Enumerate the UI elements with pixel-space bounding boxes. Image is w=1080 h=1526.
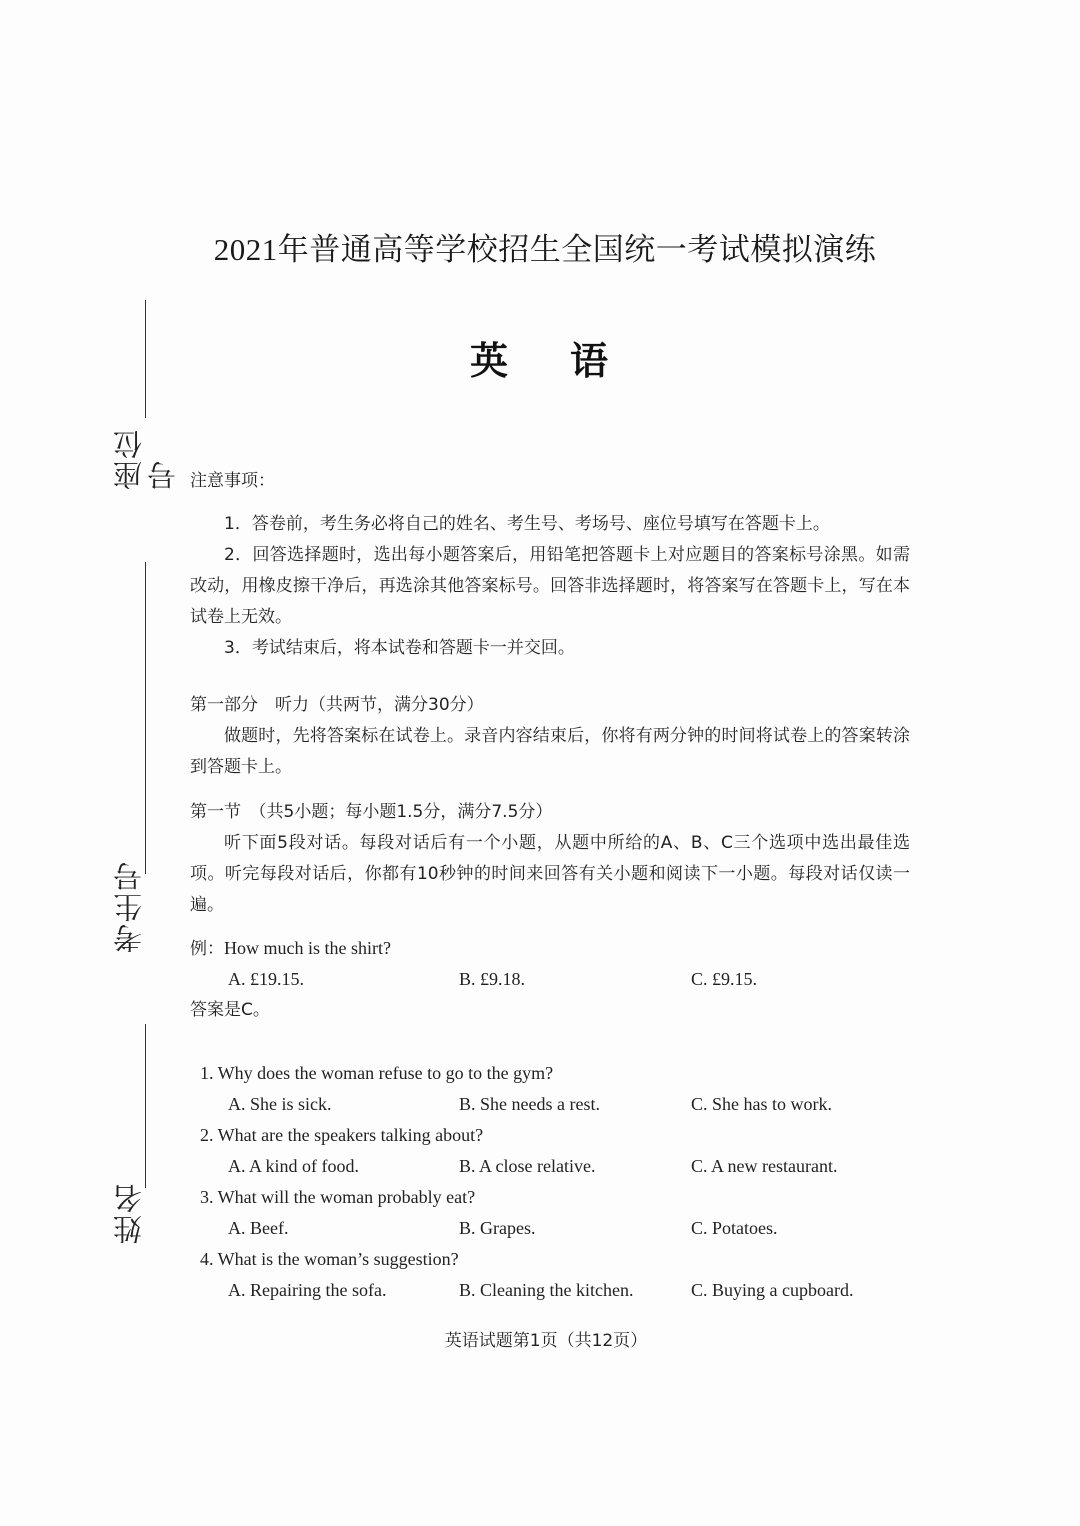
question-stem: 2. What are the speakers talking about? [200,1125,484,1145]
question-stem: 3. What will the woman probably eat? [200,1187,476,1207]
question-item [200,1120,910,1182]
name-blank-line [145,1024,146,1188]
question-stem: 4. What is the woman’s suggestion? [200,1249,459,1269]
example-answer: 答案是C。 [190,1000,270,1020]
example-question [190,933,910,964]
note-item: 1．答卷前，考生务必将自己的姓名、考生号、考场号、座位号填写在答题卡上。 [224,514,830,534]
candidate-number-field [112,562,152,957]
name-field [112,1024,152,1249]
example-options [190,964,910,995]
question-options [200,1275,910,1306]
option-b: B. Cleaning the kitchen. [458,1280,634,1300]
part-one-instruction: 做题时，先将答案标在试卷上。录音内容结束后，你将有两分钟的时间将试卷上的答案转涂到答题卡上。 [190,726,910,777]
option-a: A. A kind of food. [228,1156,360,1176]
subject-title: 英语 [470,339,671,383]
seat-number-blank-line [145,300,146,418]
question-options [200,1089,910,1120]
option-c: C. She has to work. [690,1094,832,1114]
example-option-a: A. £19.15. [228,969,304,989]
option-c: C. A new restaurant. [690,1156,838,1176]
part-one-heading: 第一部分 听力（共两节，满分30分） [190,695,484,715]
example-option-b: B. £9.18. [458,969,525,989]
question-list [200,1058,910,1306]
exam-content [190,466,910,1306]
example-prefix: 例： [190,939,224,959]
example-question-text: How much is the shirt? [224,938,391,958]
seat-number-label: 座位号 [112,428,180,490]
option-c: C. Potatoes. [690,1218,778,1238]
question-options [200,1151,910,1182]
section-one-instruction: 听下面5段对话。每段对话后有一个小题，从题中所给的A、B、C三个选项中选出最佳选项。听完每段对话后，你都有10秒钟的时间来回答有关小题和阅读下一小题。每段对话仅读一遍。 [190,833,910,915]
question-stem: 1. Why does the woman refuse to go to the gym? [200,1063,554,1083]
note-item: 3．考试结束后，将本试卷和答题卡一并交回。 [224,638,575,658]
option-b: B. Grapes. [458,1218,536,1238]
option-a: A. She is sick. [228,1094,332,1114]
option-b: B. A close relative. [458,1156,596,1176]
question-item [200,1182,910,1244]
example-option-c: C. £9.15. [690,969,757,989]
question-item [200,1058,910,1120]
section-one-heading: 第一节 （共5小题；每小题1.5分，满分7.5分） [190,802,553,822]
page-number-footer: 英语试题第1页（共12页） [444,1331,648,1351]
candidate-number-label: 考生号 [112,860,146,953]
option-a: A. Repairing the sofa. [228,1280,387,1300]
notes-heading: 注意事项： [190,471,275,491]
question-item [200,1244,910,1306]
question-options [200,1213,910,1244]
candidate-number-blank-line [145,562,146,874]
note-item: 2．回答选择题时，选出每小题答案后，用铅笔把答题卡上对应题目的答案标号涂黑。如需改动，用橡皮擦干净后，再选涂其他答案标号。回答非选择题时，将答案写在答题卡上，写在本试卷上无效。 [190,545,910,627]
name-label: 姓名 [112,1182,146,1244]
option-a: A. Beef. [228,1218,289,1238]
seat-number-field [112,300,180,490]
option-c: C. Buying a cupboard. [690,1280,854,1300]
exam-title: 2021年普通高等学校招生全国统一考试模拟演练 [213,232,877,267]
option-b: B. She needs a rest. [458,1094,600,1114]
